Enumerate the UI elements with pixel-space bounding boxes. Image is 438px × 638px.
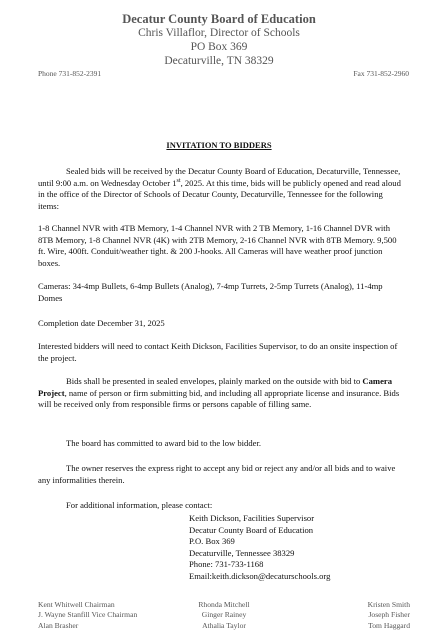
board-member: Rhonda Mitchell xyxy=(198,600,250,609)
board-member: Athalia Taylor xyxy=(202,620,246,630)
paragraph-sealed-bids-text-b: , 2025. At this time, bids will be publicly opened and read aloud in the office of the Director of Schools of Decatur County, Decaturville, Tennessee for the following items: xyxy=(38,177,401,211)
paragraph-envelopes-text-b: , name of person or firm submitting bid, and including all appropriate license and insurance. Bids will be received only from responsible firms or persons capable of filling same. xyxy=(38,387,400,410)
paragraph-items: 1-8 Channel NVR with 4TB Memory, 1-4 Channel NVR with 2 TB Memory, 1-16 Channel DVR with 8TB Memory, 1-8 Channel NVR (4K) with 2TB Memory, 2-16 Channel NVR with 8TB Memory. 9,500 ft. Wire, 400ft. Conduit/weather tight. & 200 J-hooks. All Cameras will have weather proof junction boxes. xyxy=(38,223,397,268)
paragraph-cameras: Cameras: 34-4mp Bullets, 6-4mp Bullets (Analog), 7-4mp Turrets, 2-5mp Turrets (Analog), 11-4mp Domes xyxy=(38,281,383,303)
letterhead-organization: Decatur County Board of Education xyxy=(122,12,316,26)
ordinal-suffix: st xyxy=(176,177,181,184)
contact-name: Keith Dickson, Facilities Supervisor xyxy=(189,513,315,523)
board-member: Tom Haggard xyxy=(368,620,410,630)
letterhead-city: Decaturville, TN 38329 xyxy=(164,55,274,67)
paragraph-inspection: Interested bidders will need to contact Keith Dickson, Facilities Supervisor, to do an onsite inspection of the project. xyxy=(38,341,398,363)
paragraph-award xyxy=(38,438,402,450)
letterhead-director: Chris Villaflor, Director of Schools xyxy=(138,27,300,39)
paragraph-envelopes xyxy=(38,376,402,411)
board-member: Kristen Smith xyxy=(367,600,410,609)
paragraph-additional-info xyxy=(38,500,402,512)
contact-email: Email:keith.dickson@decaturschools.org xyxy=(189,570,331,581)
letterhead-phone: Phone 731-852-2391 xyxy=(38,69,102,78)
paragraph-award-text: The board has committed to award bid to the low bidder. xyxy=(66,438,261,448)
board-member: Kent Whitwell Chairman xyxy=(38,600,115,609)
board-members-right xyxy=(368,600,410,631)
board-member: Alan Brasher xyxy=(38,620,79,630)
board-member: Ginger Rainey xyxy=(201,610,247,620)
contact-organization: Decatur County Board of Education xyxy=(189,524,314,535)
letterhead-po-box: PO Box 369 xyxy=(190,41,248,53)
contact-phone: Phone: 731-733-1168 xyxy=(189,559,264,570)
paragraph-sealed-bids-text-a: Sealed bids will be received by the Decatur County Board of Education, Decaturville, Tennessee, until 9:00 a.m. on Wednesday October 1 xyxy=(38,166,401,188)
board-member: J. Wayne Stanfill Vice Chairman xyxy=(38,610,138,620)
contact-city: Decaturville, Tennessee 38329 xyxy=(189,547,295,558)
paragraph-reserves xyxy=(38,463,402,486)
paragraph-additional-info-text: For additional information, please contact: xyxy=(66,500,213,510)
paragraph-envelopes-text-a: Bids shall be presented in sealed envelopes, plainly marked on the outside with bid to xyxy=(66,376,363,386)
board-member: Joseph Fisher xyxy=(368,610,410,620)
document-title: INVITATION TO BIDDERS xyxy=(166,140,272,150)
paragraph-reserves-text: The owner reserves the express right to accept any bid or reject any and/or all bids and to waive any informalities therein. xyxy=(38,463,396,485)
paragraph-sealed-bids xyxy=(38,166,402,212)
letterhead-fax: Fax 731-852-2960 xyxy=(353,69,409,78)
project-name: Camera Project xyxy=(38,376,393,398)
contact-block xyxy=(189,513,330,583)
contact-po-box: P.O. Box 369 xyxy=(189,536,235,547)
paragraph-completion-date: Completion date December 31, 2025 xyxy=(38,318,165,328)
